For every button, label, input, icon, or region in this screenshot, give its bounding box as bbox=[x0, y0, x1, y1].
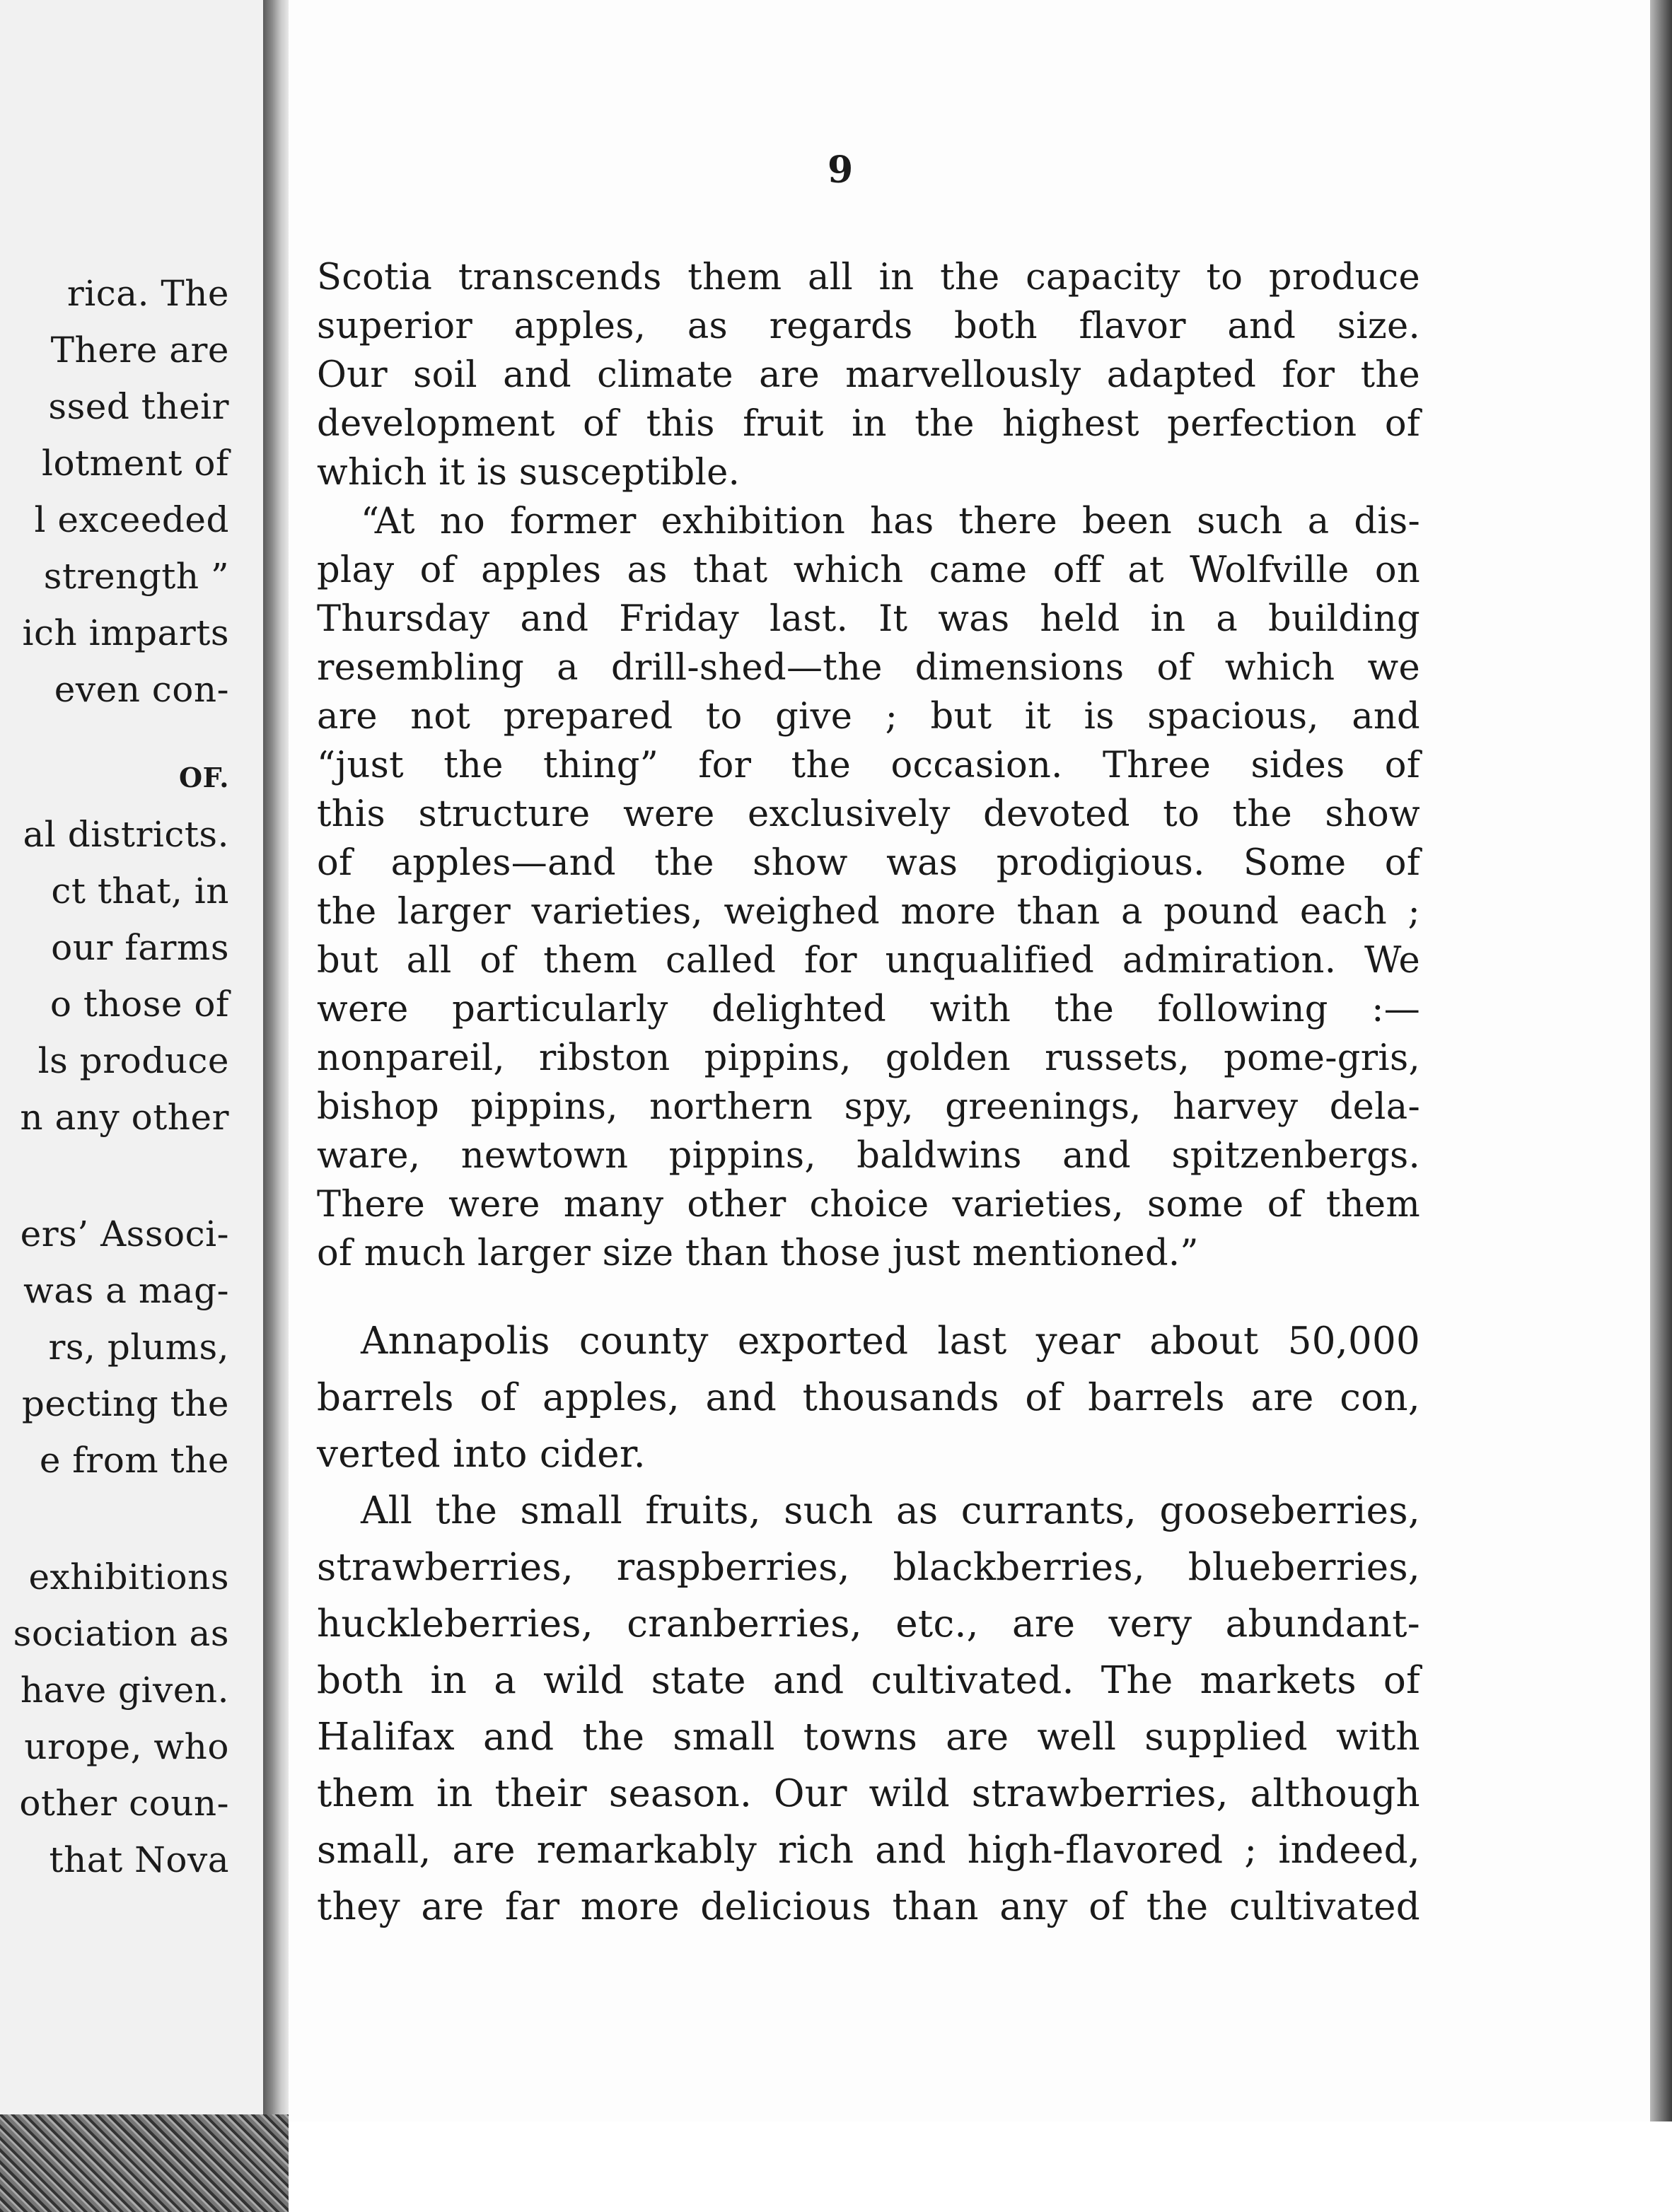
facing-heading-fragment: OF. bbox=[179, 762, 229, 793]
text-line: this structure were exclusively devoted to the show bbox=[317, 793, 1420, 835]
facing-line: sociation as bbox=[13, 1613, 229, 1654]
text-line: strawberries, raspberries, blackberries, blueberries, bbox=[317, 1546, 1420, 1589]
facing-line: even con- bbox=[54, 669, 229, 710]
text-line: ware, newtown pippins, baldwins and spitzenbergs. bbox=[317, 1135, 1420, 1177]
facing-line: pecting the bbox=[21, 1383, 229, 1424]
facing-line: ls produce bbox=[37, 1040, 229, 1081]
facing-line: rica. The bbox=[66, 273, 229, 314]
text-line: which it is susceptible. bbox=[317, 452, 741, 494]
facing-line: rs, plums, bbox=[48, 1327, 229, 1368]
text-line: play of apples as that which came off at Wolfville on bbox=[317, 549, 1420, 591]
facing-line: ct that, in bbox=[51, 871, 229, 912]
facing-line: our farms bbox=[51, 927, 229, 968]
facing-line: ich imparts bbox=[22, 612, 229, 653]
book-binding-edge bbox=[0, 2114, 290, 2212]
text-line: of much larger size than those just mentioned.” bbox=[317, 1233, 1199, 1274]
facing-line: ssed their bbox=[48, 386, 229, 427]
text-line: but all of them called for unqualified admiration. We bbox=[317, 940, 1420, 982]
text-line: superior apples, as regards both flavor and size. bbox=[317, 305, 1420, 347]
facing-line: was a mag- bbox=[23, 1270, 229, 1311]
text-line: bishop pippins, northern spy, greenings, harvey dela- bbox=[317, 1086, 1420, 1128]
text-line: Halifax and the small towns are well supplied with bbox=[317, 1716, 1420, 1759]
facing-line: urope, who bbox=[24, 1726, 229, 1767]
text-line: them in their season. Our wild strawberries, although bbox=[317, 1772, 1420, 1815]
facing-line: al districts. bbox=[23, 814, 229, 855]
facing-line: other coun- bbox=[19, 1783, 229, 1824]
text-line: Annapolis county exported last year about 50,000 bbox=[361, 1320, 1420, 1363]
text-line: resembling a drill-shed—the dimensions of which we bbox=[317, 647, 1420, 689]
book-gutter bbox=[263, 0, 289, 2212]
paragraph-2-quotation bbox=[317, 497, 1420, 1278]
text-line: are not prepared to give ; but it is spacious, and bbox=[317, 696, 1420, 738]
text-line: Our soil and climate are marvellously adapted for the bbox=[317, 354, 1420, 396]
facing-line: l exceeded bbox=[34, 499, 229, 540]
paragraph-3 bbox=[317, 1313, 1420, 1483]
facing-line: have given. bbox=[20, 1670, 229, 1711]
text-line: Thursday and Friday last. It was held in a building bbox=[317, 598, 1420, 640]
page-edge-shadow bbox=[1650, 0, 1672, 2121]
facing-line: e from the bbox=[39, 1440, 229, 1481]
text-line: they are far more delicious than any of the cultivated bbox=[317, 1885, 1420, 1928]
text-line: Scotia transcends them all in the capacity to produce bbox=[317, 257, 1420, 298]
text-line: verted into cider. bbox=[317, 1433, 646, 1476]
facing-line: o those of bbox=[50, 984, 229, 1025]
body-text bbox=[317, 253, 1420, 1936]
paragraph-4 bbox=[317, 1483, 1420, 1936]
facing-line: There are bbox=[50, 330, 229, 371]
facing-page-text bbox=[0, 265, 229, 1888]
text-line: huckleberries, cranberries, etc., are very abundant- bbox=[317, 1602, 1420, 1646]
text-line: There were many other choice varieties, some of them bbox=[317, 1184, 1420, 1226]
facing-line: exhibitions bbox=[28, 1556, 229, 1597]
text-line: All the small fruits, such as currants, gooseberries, bbox=[361, 1489, 1420, 1532]
text-line: barrels of apples, and thousands of barrels are con, bbox=[317, 1376, 1420, 1419]
text-line: both in a wild state and cultivated. The markets of bbox=[317, 1659, 1420, 1702]
facing-line: lotment of bbox=[42, 443, 229, 484]
facing-line: ers’ Associ- bbox=[20, 1213, 229, 1255]
facing-line: n any other bbox=[20, 1097, 229, 1138]
facing-page-fragment bbox=[0, 0, 263, 2212]
lower-paragraphs bbox=[317, 1313, 1420, 1936]
text-line: “just the thing” for the occasion. Three sides of bbox=[317, 745, 1420, 786]
text-line: were particularly delighted with the following :— bbox=[317, 989, 1420, 1030]
text-line: nonpareil, ribston pippins, golden russets, pome-gris, bbox=[317, 1037, 1420, 1079]
text-line: the larger varieties, weighed more than a pound each ; bbox=[317, 891, 1420, 933]
text-line: “At no former exhibition has there been such a dis- bbox=[361, 501, 1420, 542]
page-number: 9 bbox=[828, 149, 854, 192]
paragraph-1 bbox=[317, 253, 1420, 497]
text-line: of apples—and the show was prodigious. Some of bbox=[317, 842, 1420, 884]
page-bottom-margin bbox=[289, 2121, 1672, 2212]
facing-line: strength ” bbox=[43, 556, 229, 597]
text-line: small, are remarkably rich and high-flavored ; indeed, bbox=[317, 1829, 1420, 1872]
facing-line: that Nova bbox=[49, 1839, 229, 1880]
text-line: development of this fruit in the highest perfection of bbox=[317, 403, 1420, 445]
